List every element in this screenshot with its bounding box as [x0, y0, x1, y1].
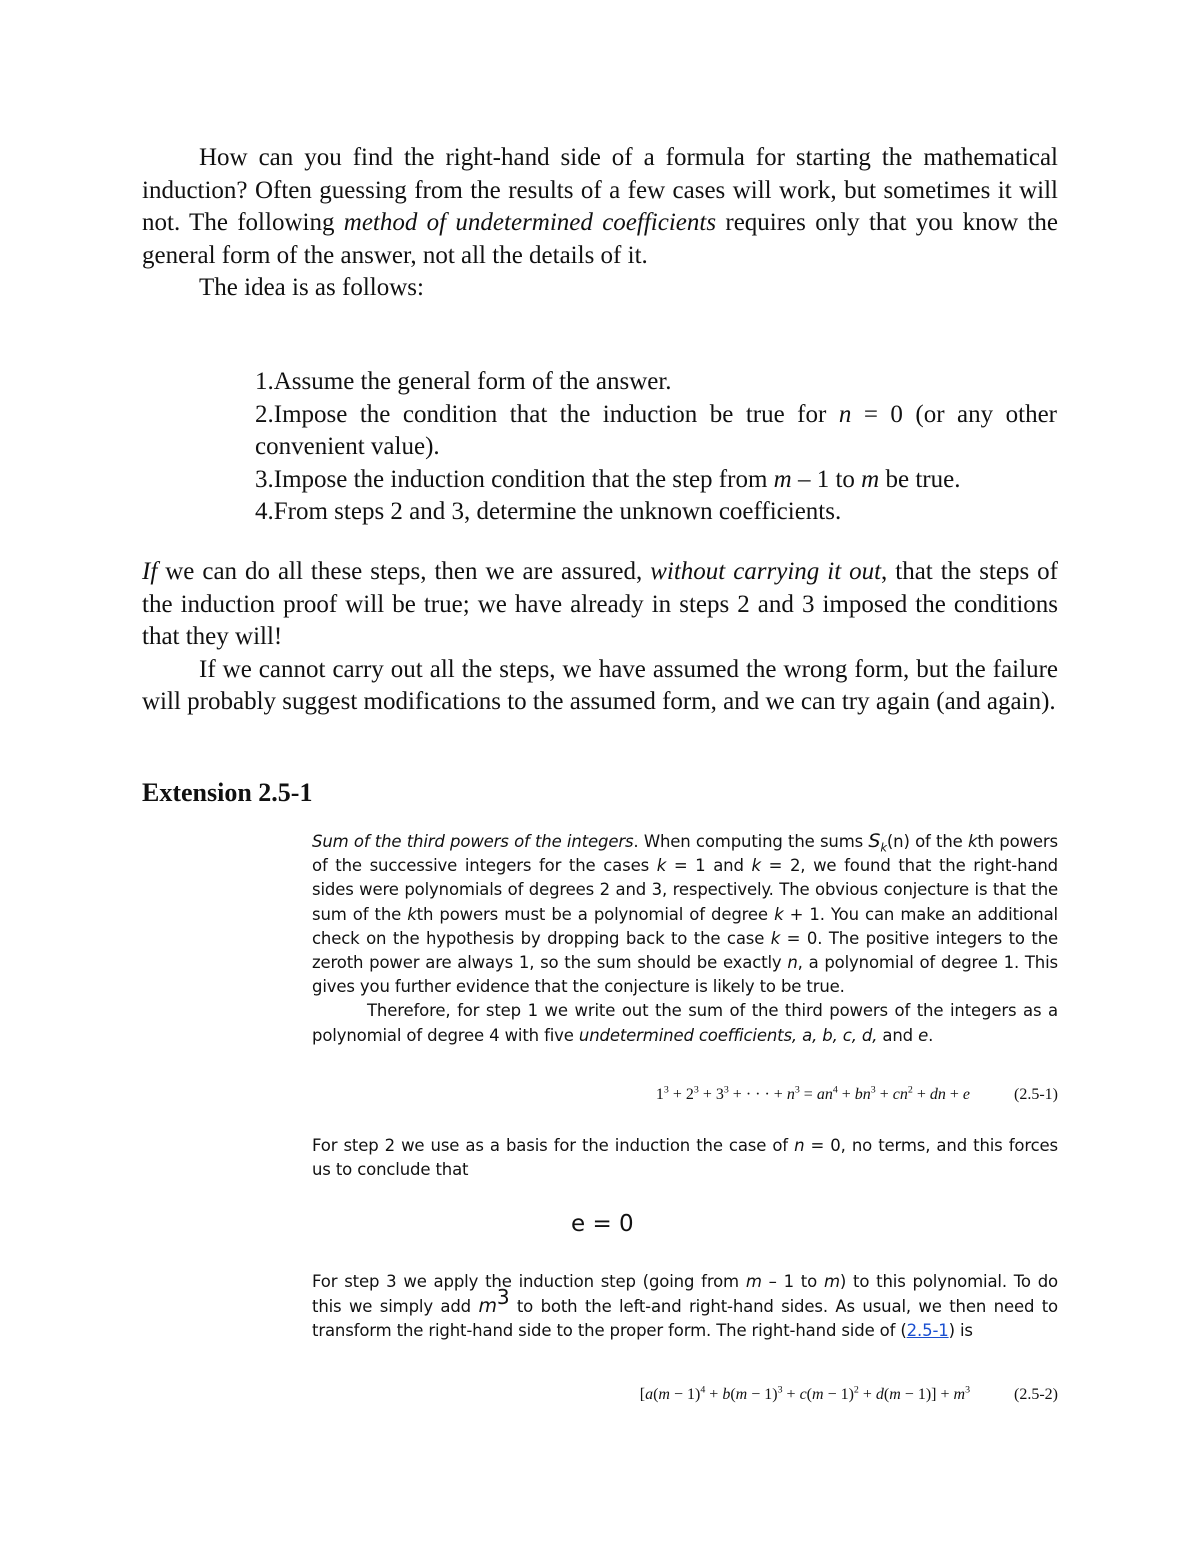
step3-paragraph: For step 3 we apply the induction step (going from m – 1 to m) to this polynomial. To do this we simply add $m^3$ to both the left-and right-hand sides. As usual, we then need to transform the right-hand side to the proper form. The right-hand side of (2.5-1) is [312, 1272, 1058, 1341]
step-item: 2.Impose the condition that the induction be true for n = 0 (or any other convenient value). [255, 400, 1057, 461]
equation-number: (2.5-2) [1014, 1386, 1058, 1403]
conclusion-paragraphs [142, 556, 1058, 719]
extension-paragraph-1: Sum of the third powers of the integers. When computing the sums $S_k(n)$ of the kth powers of the successive integers for the cases k = 1 and k = 2, we found that the right-hand sides were polynomials of degrees 2 and 3, respectively. The obvious conjecture is that the sum of the kth powers must be a polynomial of degree k + 1. You can make an additional check on the hypothesis by dropping back to the case k = 0. The positive integers to the zeroth power are always 1, so the sum should be exactly n, a polynomial of degree 1. This gives you further evidence that the conjecture is likely to be true. [312, 830, 1059, 997]
step-item: 3.Impose the induction condition that the step from m – 1 to m be true. [255, 465, 961, 493]
step-item: 4.From steps 2 and 3, determine the unknown coefficients. [255, 498, 842, 526]
step2-paragraph: For step 2 we use as a basis for the induction the case of n = 0, no terms, and this forces us to conclude that [312, 1136, 1058, 1180]
equation-number: (2.5-1) [1014, 1086, 1058, 1103]
equation-body: $[a(m - 1)^4 + b(m - 1)^3 + c(m - 1)^2 + d(m - 1)] + m^3$ [639, 1384, 971, 1403]
intro-text-tail: requires only that you know the general form of the answer, not all the details of it. [142, 209, 1058, 269]
equation-2-5-2 [640, 1386, 1058, 1404]
equation-link[interactable]: 2.5-1 [906, 1321, 949, 1341]
intro-paragraph [142, 142, 1058, 305]
conclusion-text: If we can do all these steps, then we are assured, without carrying it out, that the steps of the induction proof will be true; we have already in steps 2 and 3 imposed the conditions that they will! [142, 558, 1058, 651]
extension-paragraph-2: Therefore, for step 1 we write out the sum of the third powers of the integers as a polynomial of degree 4 with five undetermined coefficients, a, b, c, d, and e. [312, 1001, 1058, 1045]
step-item: 1.Assume the general form of the answer. [255, 368, 672, 395]
conclusion-text-2: If we cannot carry out all the steps, we have assumed the wrong form, but the failure will probably suggest modifications to the assumed form, and we can try again (and again). [142, 655, 1058, 716]
extension-heading: Extension 2.5-1 [142, 778, 313, 807]
idea-intro: The idea is as follows: [199, 274, 424, 302]
intro-text: How can you find the right-hand side of a formula for starting the mathematical induction? Often guessing from the results of a few cases will work, but sometimes it will not. The following [142, 144, 1058, 237]
steps-list [255, 366, 1057, 529]
emphasis-term: method of undetermined coefficients [343, 209, 717, 237]
extension-body [312, 829, 1058, 1048]
equation-body: $1^3 + 2^3 + 3^3$ + · · · + $n^3 = an^4 + bn^3 + cn^2$ + dn + e [655, 1084, 971, 1103]
equation-2-5-1 [656, 1086, 1058, 1104]
equation-e-zero: e = 0 [571, 1211, 634, 1237]
